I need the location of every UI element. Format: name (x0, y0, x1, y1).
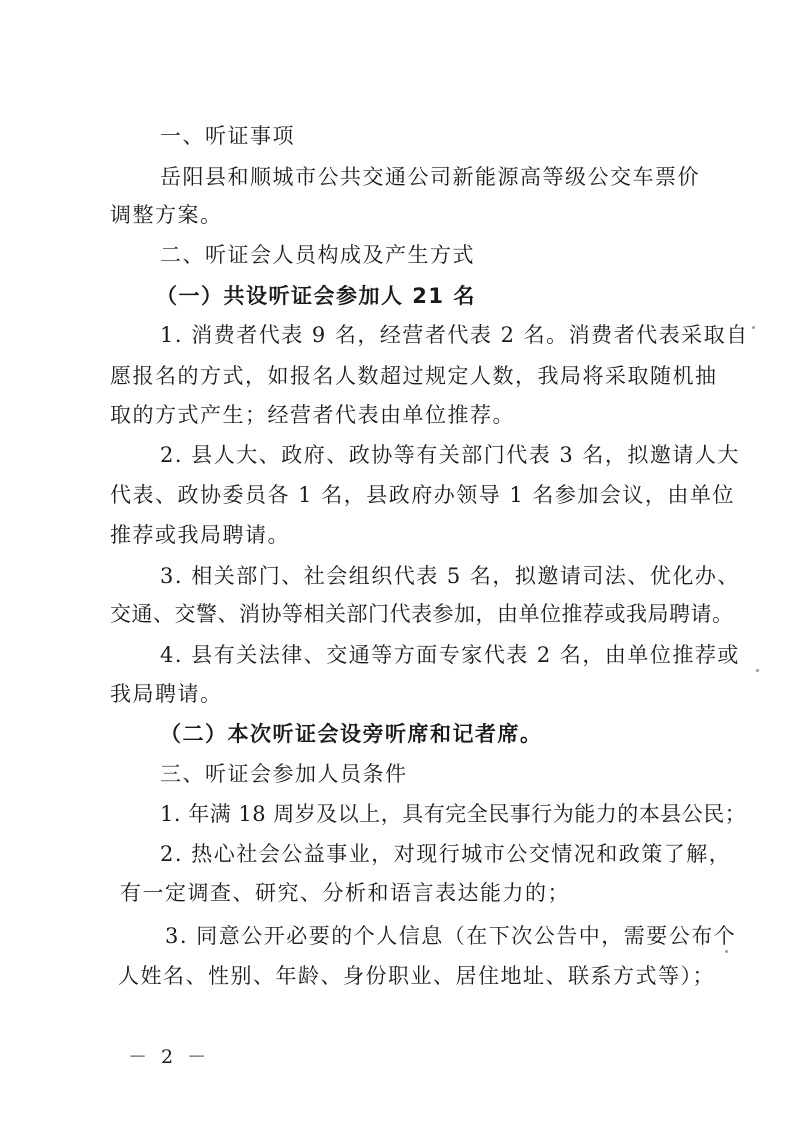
item-1-line-2: 愿报名的方式，如报名人数超过规定人数，我局将采取随机抽 (110, 364, 718, 388)
item-3-line-1: 3. 相关部门、社会组织代表 5 名，拟邀请司法、优化办、 (160, 564, 740, 588)
condition-1: 1. 年满 18 周岁及以上，具有完全民事行为能力的本县公民； (160, 802, 747, 826)
section-1-paragraph-line-1: 岳阳县和顺城市公共交通公司新能源高等级公交车票价 (160, 165, 700, 189)
condition-3-line-2: 人姓名、性别、年龄、身份职业、居住地址、联系方式等）； (118, 964, 715, 988)
item-3-line-2: 交通、交警、消协等相关部门代表参加，由单位推荐或我局聘请。 (110, 602, 734, 626)
section-1-paragraph-line-2: 调整方案。 (110, 203, 223, 227)
scan-speck (752, 326, 755, 329)
section-3-heading: 三、听证会参加人员条件 (160, 762, 408, 786)
item-4-line-2: 我局聘请。 (110, 682, 223, 706)
item-1-line-3: 取的方式产生；经营者代表由单位推荐。 (110, 403, 515, 427)
section-2-subheading-2: （二）本次听证会设旁听席和记者席。 (160, 722, 543, 746)
condition-3-line-1: 3. 同意公开必要的个人信息（在下次公告中，需要公布个 (165, 924, 737, 948)
condition-2-line-2: 有一定调查、研究、分析和语言表达能力的； (120, 881, 570, 905)
condition-2-line-1: 2. 热心社会公益事业，对现行城市公交情况和政策了解， (160, 842, 732, 866)
section-1-heading: 一、听证事项 (160, 124, 295, 148)
section-2-heading: 二、听证会人员构成及产生方式 (160, 243, 475, 267)
scan-speck (756, 669, 759, 672)
item-4-line-1: 4. 县有关法律、交通等方面专家代表 2 名，由单位推荐或 (160, 643, 740, 667)
scan-speck (725, 950, 728, 953)
item-2-line-3: 推荐或我局聘请。 (110, 523, 290, 547)
item-1-line-1: 1. 消费者代表 9 名，经营者代表 2 名。消费者代表采取自 (160, 323, 749, 347)
page-number: － 2 － (128, 1046, 211, 1068)
item-2-line-1: 2. 县人大、政府、政协等有关部门代表 3 名，拟邀请人大 (160, 443, 740, 467)
section-2-subheading-1: （一）共设听证会参加人 21 名 (156, 284, 476, 308)
item-2-line-2: 代表、政协委员各 1 名，县政府办领导 1 名参加会议，由单位 (110, 483, 735, 507)
